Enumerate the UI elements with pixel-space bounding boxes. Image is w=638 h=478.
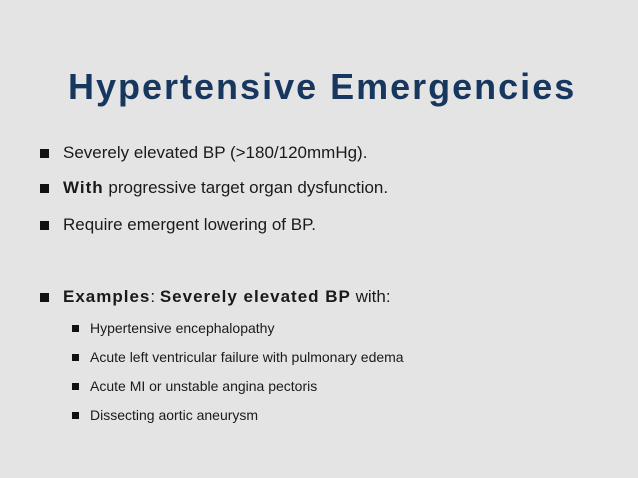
sub-bullet-item [72,349,404,365]
bullet-text: progressive target organ dysfunction. [103,178,389,197]
square-bullet-icon [40,149,49,158]
sub-bullet-item [72,320,274,336]
sub-bullet-text: Hypertensive encephalopathy [90,320,275,336]
square-bullet-icon [40,221,49,230]
square-bullet-icon [72,412,79,419]
sub-bullet-text: Acute left ventricular failure with pulmonary edema [90,349,404,365]
square-bullet-icon [40,184,49,193]
bullet-item [40,178,388,198]
slide-title: Hypertensive Emergencies [68,66,577,107]
square-bullet-icon [72,354,79,361]
square-bullet-icon [40,293,49,302]
square-bullet-icon [72,325,79,332]
sub-bullet-text: Acute MI or unstable angina pectoris [90,378,318,394]
bullet-bold-text: Examples [63,287,151,306]
bullet-text: with: [350,287,391,306]
sub-bullet-text: Dissecting aortic aneurysm [90,407,259,423]
bullet-bold-text-2: Severely elevated BP [159,287,351,306]
sub-bullet-item [72,407,258,423]
bullet-text: Severely elevated BP (>180/120mmHg). [63,143,368,162]
bullet-text: Require emergent lowering of BP. [63,215,316,234]
bullet-bold-text: With [63,178,104,197]
bullet-separator: : [150,287,160,306]
bullet-item [40,287,391,307]
square-bullet-icon [72,383,79,390]
bullet-item [40,143,367,163]
bullet-item [40,215,316,235]
sub-bullet-item [72,378,317,394]
